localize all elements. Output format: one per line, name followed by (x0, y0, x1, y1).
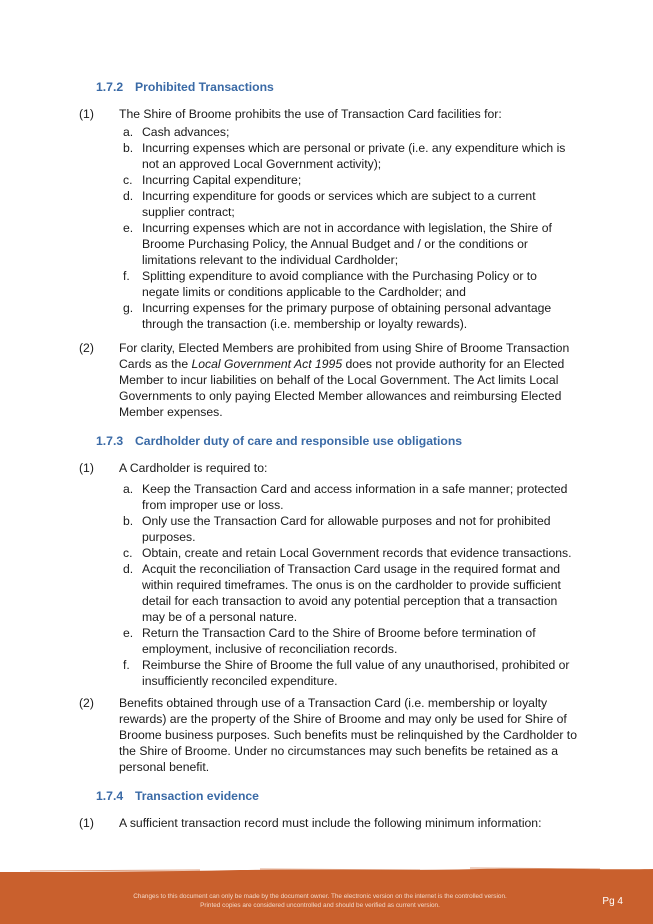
list-item (119, 140, 577, 172)
list-item (119, 124, 577, 140)
paragraph-1-7-4-1 (79, 815, 577, 831)
act-title: Local Government Act 1995 (191, 357, 343, 371)
footer-notice-line: Changes to this document can only be made by the document owner. The electronic version on the internet is the controlled version. (133, 893, 507, 900)
section-heading-1-7-4 (96, 789, 259, 803)
list-item-text: Reimburse the Shire of Broome the full value of any unauthorised, prohibited or insufficiently reconciled expenditure. (142, 658, 570, 688)
list-item-text: Acquit the reconciliation of Transaction Card usage in the required format and within required timeframes. The onus is on the cardholder to provide sufficient detail for each transaction to avoid any potential perception that a transaction may be of a personal nature. (142, 562, 561, 624)
paragraph-1-7-2-2 (79, 340, 577, 420)
section-heading-1-7-3 (96, 434, 462, 448)
list-marker: d. (123, 562, 134, 576)
paragraph-number: (1) (79, 816, 94, 830)
list-item (119, 545, 577, 561)
list-item-text: Cash advances; (142, 125, 230, 139)
list-item (119, 300, 577, 332)
list-item-text: Obtain, create and retain Local Government records that evidence transactions. (142, 546, 572, 560)
list-item-text: Keep the Transaction Card and access information in a safe manner; protected from improper use or loss. (142, 482, 568, 512)
list-item (119, 561, 577, 625)
list-item-text: Incurring expenses for the primary purpose of obtaining personal advantage through the transaction (i.e. membership or loyalty rewards). (142, 301, 552, 331)
list-item (119, 657, 577, 689)
list-item-text: Incurring Capital expenditure; (142, 173, 302, 187)
list-marker: f. (123, 658, 130, 672)
paragraph-number: (1) (79, 461, 94, 475)
section-number: 1.7.4 (96, 789, 124, 803)
list-item-text: Splitting expenditure to avoid compliance with the Purchasing Policy or to negate limits or conditions applicable to the Cardholder; and (142, 269, 537, 299)
list-marker: b. (123, 514, 134, 528)
footer-notice (60, 892, 580, 910)
list-marker: g. (123, 301, 134, 315)
list-item (119, 188, 577, 220)
list-item-text: Incurring expenditure for goods or services which are subject to a current supplier contract; (142, 189, 536, 219)
page-footer (0, 872, 653, 924)
paragraph-1-7-3-2 (79, 695, 577, 775)
list-marker: b. (123, 141, 134, 155)
list-item-text: Incurring expenses which are not in accordance with legislation, the Shire of Broome Purchasing Policy, the Annual Budget and / or the conditions or limitations relevant to the individual Cardholder; (142, 221, 552, 267)
paragraph-text: The Shire of Broome prohibits the use of Transaction Card facilities for: (119, 107, 502, 121)
list-item (119, 625, 577, 657)
prohibited-list (119, 124, 577, 332)
paragraph-1-7-2-1 (79, 106, 577, 332)
paragraph-number: (1) (79, 107, 94, 121)
list-item-text: Incurring expenses which are personal or private (i.e. any expenditure which is not an approved Local Government activity); (142, 141, 566, 171)
section-title: Prohibited Transactions (135, 80, 274, 94)
footer-notice-line: Printed copies are considered uncontrolled and should be verified as current version. (200, 902, 440, 909)
list-item (119, 220, 577, 268)
list-item (119, 268, 577, 300)
list-marker: c. (123, 173, 133, 187)
list-item (119, 513, 577, 545)
list-item (119, 481, 577, 513)
list-marker: e. (123, 626, 134, 640)
paragraph-text-part: does not provide authority for an Elected Member to incur liabilities on behalf of the Local Government. The Act limits Local Governments to only paying Elected Member allowances and reimbursing Elected Member expenses. (119, 357, 565, 419)
list-marker: f. (123, 269, 130, 283)
paragraph-text: Benefits obtained through use of a Transaction Card (i.e. membership or loyalty rewards) are the property of the Shire of Broome and may only be used for Shire of Broome business purposes. Such benefits must be relinquished by the Cardholder to the Shire of Broome. Under no circumstances may such benefits be retained as a personal benefit. (119, 696, 577, 774)
list-marker: d. (123, 189, 134, 203)
paragraph-number: (2) (79, 341, 94, 355)
paragraph-number: (2) (79, 696, 94, 710)
section-heading-1-7-2 (96, 80, 274, 94)
list-item (119, 172, 577, 188)
paragraph-1-7-3-1 (79, 460, 577, 689)
list-marker: a. (123, 125, 134, 139)
page-number: Pg 4 (602, 896, 623, 907)
list-marker: c. (123, 546, 133, 560)
section-title: Transaction evidence (135, 789, 259, 803)
section-title: Cardholder duty of care and responsible use obligations (135, 434, 463, 448)
list-item-text: Only use the Transaction Card for allowable purposes and not for prohibited purposes. (142, 514, 551, 544)
paragraph-text: A sufficient transaction record must include the following minimum information: (119, 816, 542, 830)
obligations-list (119, 481, 577, 689)
paragraph-text: A Cardholder is required to: (119, 461, 268, 475)
list-marker: a. (123, 482, 134, 496)
list-item-text: Return the Transaction Card to the Shire of Broome before termination of employment, inclusive of reconciliation records. (142, 626, 536, 656)
paragraph-text (119, 340, 577, 420)
section-number: 1.7.2 (96, 80, 124, 94)
section-number: 1.7.3 (96, 434, 124, 448)
paragraph-text-part: For clarity, Elected Members are prohibited from using Shire of Broome Transaction Cards as the (119, 341, 570, 371)
list-marker: e. (123, 221, 134, 235)
